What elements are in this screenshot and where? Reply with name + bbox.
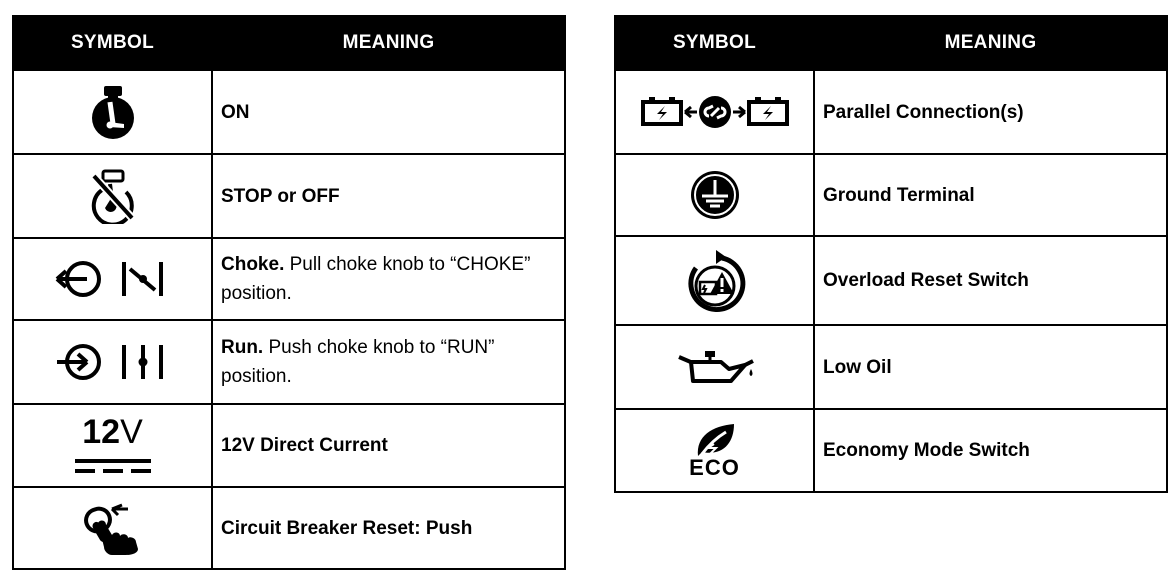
eco-label: ECO [689,454,740,480]
meaning-cell [212,487,565,569]
overload-reset-icon [682,248,748,314]
meaning-cell [814,409,1167,492]
engine-on-icon [88,84,138,140]
meaning-cell [814,325,1167,409]
meaning-bold: 12V Direct Current [221,435,388,456]
symbol-table-left [12,15,566,570]
table-row [615,236,1167,325]
header-meaning: MEANING [212,16,565,70]
dc-12-text: 12 [82,413,121,451]
meaning-bold: Parallel Connection(s) [823,101,1024,123]
symbol-cell [13,70,212,154]
table-row [615,154,1167,236]
meaning-bold: ON [221,101,250,123]
symbol-cell [13,487,212,569]
table-row [13,487,565,569]
table-row [615,70,1167,154]
meaning-cell [814,70,1167,154]
dc-v-text: V [120,413,143,451]
table-row [615,409,1167,492]
dc-lines-icon [75,456,151,476]
symbol-cell [615,236,814,325]
table-row [13,70,565,154]
ground-terminal-icon [688,168,742,222]
header-symbol: SYMBOL [615,16,814,70]
meaning-bold: Circuit Breaker Reset: Push [221,517,473,539]
eco-leaf-icon [680,422,750,478]
meaning-cell [814,236,1167,325]
meaning-bold: Ground Terminal [823,184,975,206]
meaning-cell [814,154,1167,236]
symbol-cell [13,320,212,404]
symbol-table-right [614,15,1168,493]
symbol-cell [615,409,814,492]
meaning-bold: Choke. [221,254,285,275]
table-header-row [615,16,1167,70]
symbol-cell [13,404,212,487]
oil-can-icon [675,347,755,387]
symbol-cell [13,238,212,320]
meaning-text: Pull choke knob to “CHOKE” position. [221,254,531,304]
meaning-cell [212,238,565,320]
table-row [13,320,565,404]
meaning-text: Push choke knob to “RUN” position. [221,337,495,387]
press-button-icon [82,501,144,555]
symbol-cell [13,154,212,238]
table-header-row [13,16,565,70]
leaf-icon [690,422,740,458]
table-row [13,154,565,238]
meaning-cell [212,154,565,238]
meaning-bold: Run. [221,337,264,358]
meaning-bold: Overload Reset Switch [823,270,1029,291]
run-icon [53,340,173,384]
header-meaning: MEANING [814,16,1167,70]
header-symbol: SYMBOL [13,16,212,70]
table-row [13,404,565,487]
choke-icon [53,257,173,301]
symbol-cell [615,154,814,236]
meaning-bold: Economy Mode Switch [823,440,1030,461]
meaning-bold: Low Oil [823,356,892,378]
symbol-cell [615,70,814,154]
table-row [13,238,565,320]
engine-off-icon [86,168,140,224]
meaning-cell [212,404,565,487]
meaning-bold: STOP or OFF [221,185,340,207]
meaning-cell [212,70,565,154]
dc-12v-icon [75,415,151,476]
symbol-cell [615,325,814,409]
meaning-cell [212,320,565,404]
table-row [615,325,1167,409]
parallel-connection-icon [639,92,791,132]
